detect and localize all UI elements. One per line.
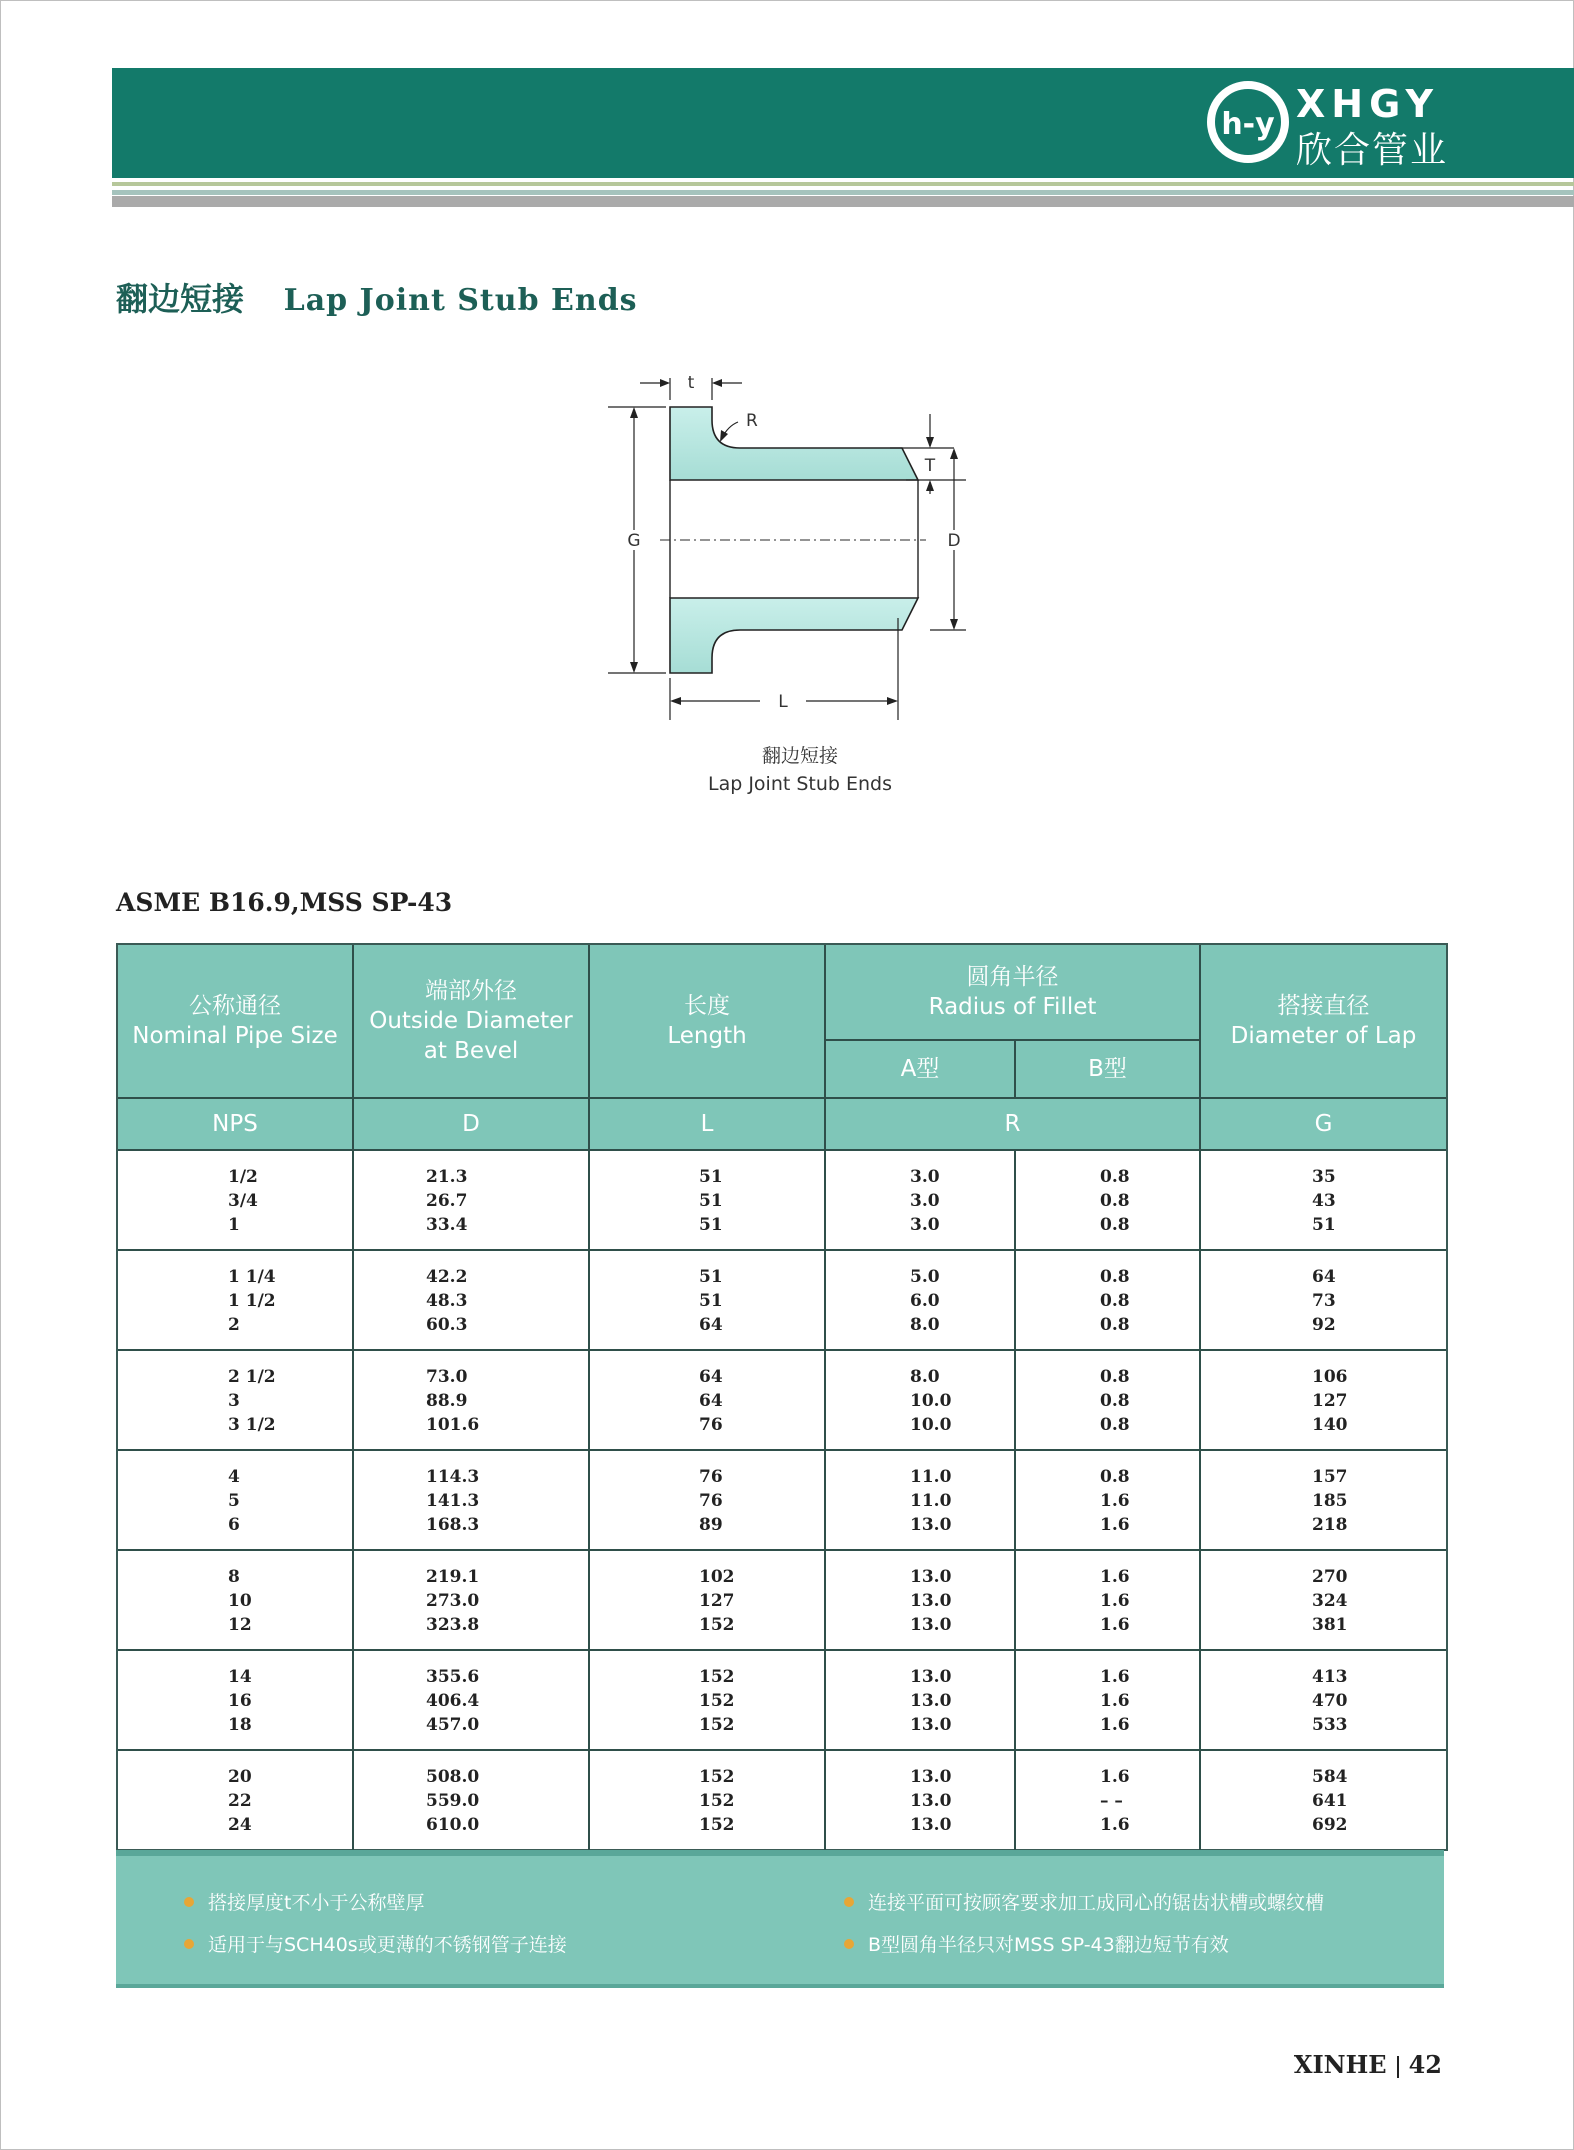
footer-separator xyxy=(1397,2056,1399,2078)
cell-radius-a: 11.0 11.0 13.0 xyxy=(910,1467,952,1535)
notes-panel xyxy=(116,1850,1444,1988)
symbol-d: D xyxy=(354,1099,590,1149)
cell-lap-diameter: 584 641 692 xyxy=(1312,1767,1348,1835)
stub-end-lower-body xyxy=(670,598,918,673)
cell-radius-a: 13.0 13.0 13.0 xyxy=(910,1667,952,1735)
header-stripe xyxy=(112,182,1574,186)
symbol-r: R xyxy=(826,1099,1201,1149)
cell-radius-a: 3.0 3.0 3.0 xyxy=(910,1167,940,1235)
symbol-l: L xyxy=(590,1099,826,1149)
page-title-cn: 翻边短接 xyxy=(116,280,245,318)
dim-label-t: t xyxy=(687,373,695,393)
cell-lap-diameter: 35 43 51 xyxy=(1312,1167,1336,1235)
brand-name-cn: 欣合管业 xyxy=(1296,130,1449,171)
table-rule xyxy=(118,1649,1446,1651)
cell-outside-diameter: 508.0 559.0 610.0 xyxy=(426,1767,480,1835)
dim-label-l: L xyxy=(778,692,788,712)
cell-radius-a: 8.0 10.0 10.0 xyxy=(910,1367,952,1435)
header-radius: 圆角半径 Radius of Fillet xyxy=(826,945,1201,1041)
table-column-rule xyxy=(1014,1151,1016,1851)
cell-nps: 2 1/2 3 3 1/2 xyxy=(228,1367,276,1435)
cell-length: 51 51 64 xyxy=(699,1267,723,1335)
page-footer xyxy=(1294,2050,1442,2079)
cell-lap-diameter: 157 185 218 xyxy=(1312,1467,1348,1535)
brand-logo xyxy=(1206,78,1546,171)
header-lap-diameter: 搭接直径 Diameter of Lap xyxy=(1230,993,1417,1049)
cell-radius-b: 0.8 0.8 0.8 xyxy=(1100,1367,1130,1435)
table-rule xyxy=(118,1549,1446,1551)
header-stripe xyxy=(112,196,1574,207)
footer-brand: XINHE xyxy=(1293,2050,1387,2079)
cell-radius-b: 0.8 0.8 0.8 xyxy=(1100,1267,1130,1335)
cell-nps: 1/2 3/4 1 xyxy=(228,1167,258,1235)
logo-mark-icon xyxy=(1206,80,1290,164)
header-radius-a: A型 xyxy=(826,1041,1016,1097)
dim-label-g: G xyxy=(627,531,641,551)
header-nps: 公称通径 Nominal Pipe Size xyxy=(118,945,354,1097)
cell-length: 76 76 89 xyxy=(699,1467,723,1535)
stub-end-upper-body xyxy=(670,407,918,480)
note-item: 搭接厚度t不小于公称壁厚 xyxy=(184,1888,424,1915)
standard-title: ASME B16.9,MSS SP-43 xyxy=(116,888,453,917)
page-title-en: Lap Joint Stub Ends xyxy=(283,283,638,318)
diagram-caption xyxy=(600,742,1000,798)
cell-radius-b: 1.6 1.6 1.6 xyxy=(1100,1667,1130,1735)
table-rule xyxy=(118,1449,1446,1451)
cell-radius-a: 13.0 13.0 13.0 xyxy=(910,1567,952,1635)
header-outside-diameter: 端部外径 Outside Diameter at Bevel xyxy=(354,945,590,1097)
cell-length: 152 152 152 xyxy=(699,1767,735,1835)
diagram-caption-en: Lap Joint Stub Ends xyxy=(707,773,893,795)
cell-nps: 8 10 12 xyxy=(228,1567,252,1635)
cell-length: 51 51 51 xyxy=(699,1167,723,1235)
header-length: 长度 Length xyxy=(590,945,826,1097)
note-item: B型圆角半径只对MSS SP-43翻边短节有效 xyxy=(844,1930,1229,1957)
cell-nps: 14 16 18 xyxy=(228,1667,252,1735)
cell-radius-b: 1.6 1.6 1.6 xyxy=(1100,1567,1130,1635)
cell-lap-diameter: 413 470 533 xyxy=(1312,1667,1348,1735)
cell-outside-diameter: 219.1 273.0 323.8 xyxy=(426,1567,480,1635)
table-rule xyxy=(118,1349,1446,1351)
cell-nps: 20 22 24 xyxy=(228,1767,252,1835)
table-column-rule xyxy=(588,1151,590,1851)
cell-lap-diameter: 106 127 140 xyxy=(1312,1367,1348,1435)
table-column-rule xyxy=(1199,1151,1201,1851)
logo-mark-text: h-y xyxy=(1221,107,1275,142)
cell-radius-b: 1.6 – – 1.6 xyxy=(1100,1767,1130,1835)
cell-outside-diameter: 42.2 48.3 60.3 xyxy=(426,1267,468,1335)
dim-label-d: D xyxy=(947,531,961,551)
cell-radius-b: 0.8 0.8 0.8 xyxy=(1100,1167,1130,1235)
page-title xyxy=(116,274,638,320)
note-item: 连接平面可按顾客要求加工成同心的锯齿状槽或螺纹槽 xyxy=(844,1888,1324,1915)
cell-outside-diameter: 114.3 141.3 168.3 xyxy=(426,1467,480,1535)
page-number: 42 xyxy=(1408,2050,1442,2079)
dim-label-r: R xyxy=(746,411,758,431)
table-rule xyxy=(118,1249,1446,1251)
cell-length: 102 127 152 xyxy=(699,1567,735,1635)
bullet-icon xyxy=(844,1939,854,1949)
spec-table xyxy=(116,943,1448,1851)
cell-lap-diameter: 64 73 92 xyxy=(1312,1267,1336,1335)
diagram-caption-cn: 翻边短接 xyxy=(761,745,838,767)
table-rule xyxy=(118,1149,1446,1151)
stub-end-diagram xyxy=(600,360,1000,730)
table-column-rule xyxy=(824,1151,826,1851)
table-rule xyxy=(118,1749,1446,1751)
cell-lap-diameter: 270 324 381 xyxy=(1312,1567,1348,1635)
cell-radius-b: 0.8 1.6 1.6 xyxy=(1100,1467,1130,1535)
cell-outside-diameter: 355.6 406.4 457.0 xyxy=(426,1667,480,1735)
header-stripe xyxy=(112,190,1574,195)
cell-length: 152 152 152 xyxy=(699,1667,735,1735)
symbol-nps: NPS xyxy=(118,1099,354,1149)
cell-length: 64 64 76 xyxy=(699,1367,723,1435)
symbol-g: G xyxy=(1314,1111,1333,1137)
cell-nps: 1 1/4 1 1/2 2 xyxy=(228,1267,276,1335)
cell-radius-a: 5.0 6.0 8.0 xyxy=(910,1267,940,1335)
cell-radius-a: 13.0 13.0 13.0 xyxy=(910,1767,952,1835)
brand-name-en: XHGY xyxy=(1296,82,1439,126)
bullet-icon xyxy=(184,1897,194,1907)
dim-label-t-wall: T xyxy=(924,456,936,476)
bullet-icon xyxy=(184,1939,194,1949)
cell-outside-diameter: 73.0 88.9 101.6 xyxy=(426,1367,480,1435)
header-radius-b: B型 xyxy=(1016,1041,1201,1097)
bullet-icon xyxy=(844,1897,854,1907)
cell-outside-diameter: 21.3 26.7 33.4 xyxy=(426,1167,468,1235)
table-column-rule xyxy=(352,1151,354,1851)
note-item: 适用于与SCH40s或更薄的不锈钢管子连接 xyxy=(184,1930,567,1957)
cell-nps: 4 5 6 xyxy=(228,1467,240,1535)
